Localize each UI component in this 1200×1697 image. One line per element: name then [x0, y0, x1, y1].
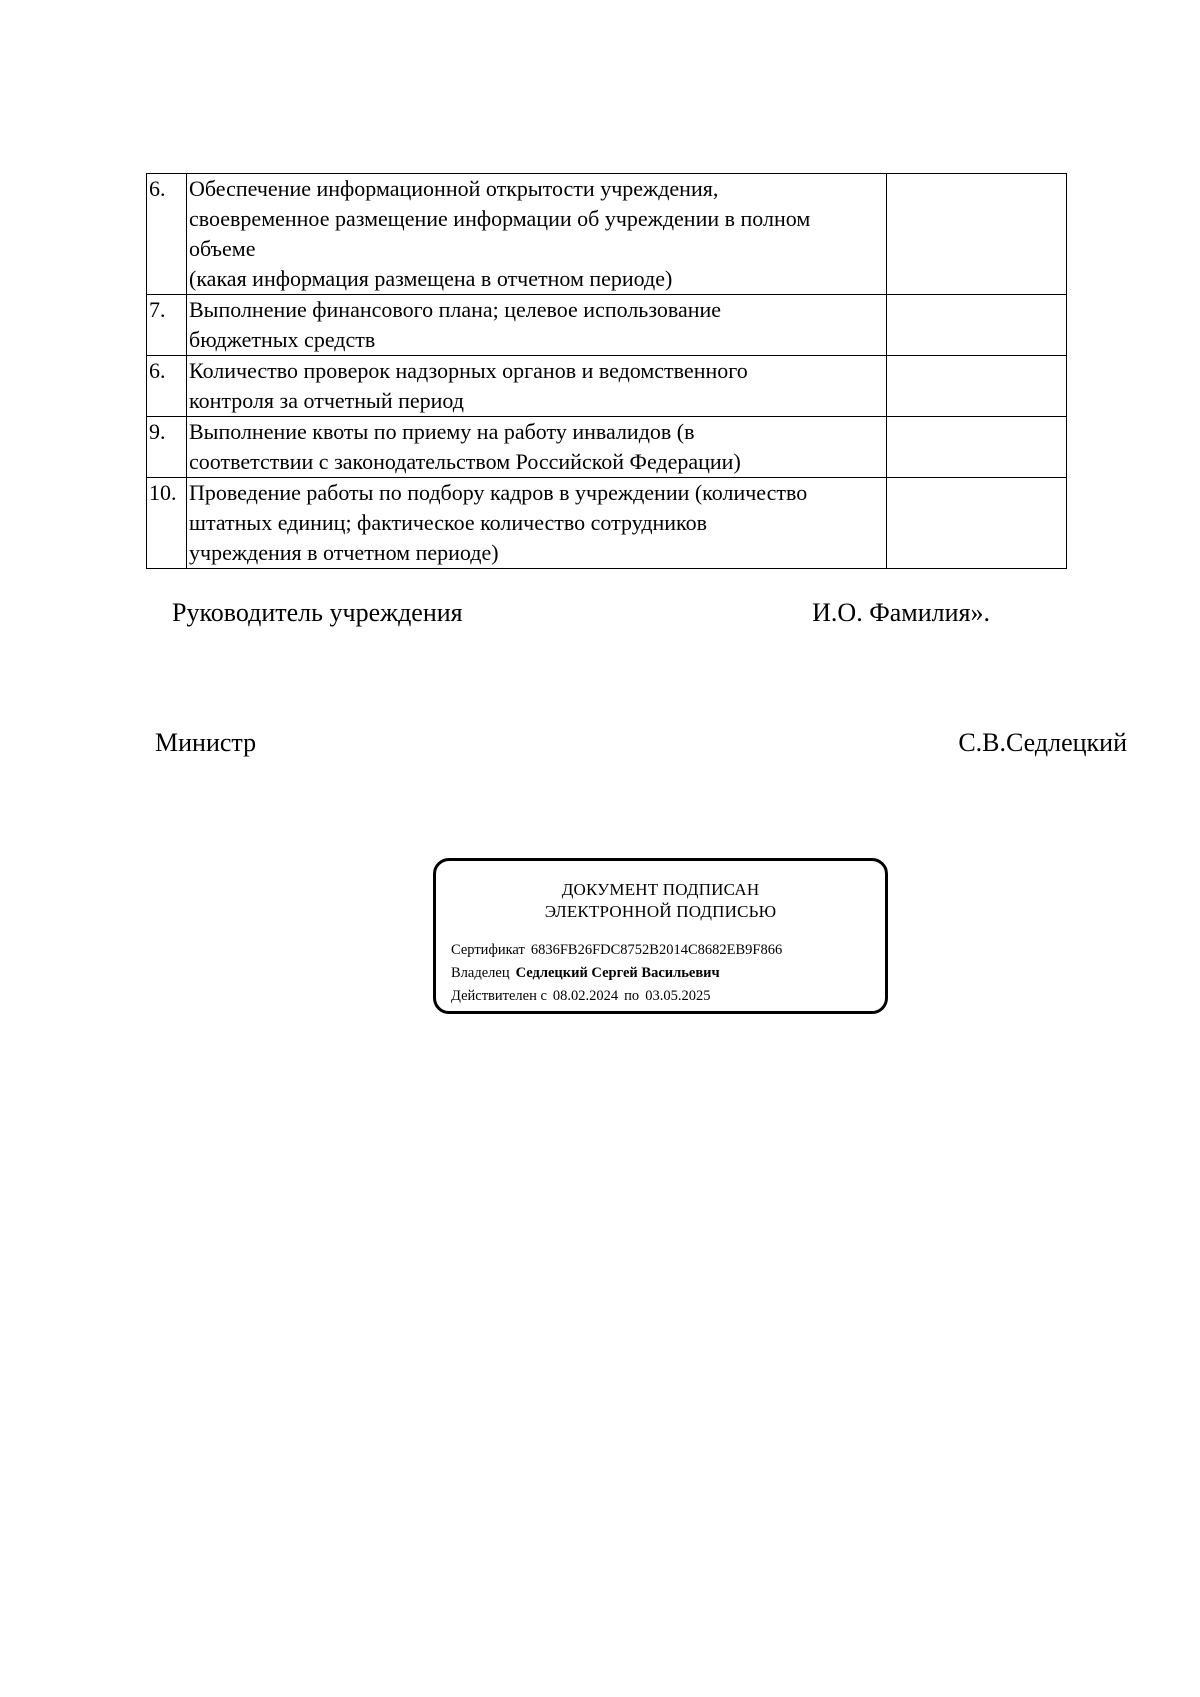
valid-to: 03.05.2025	[645, 988, 711, 1004]
criteria-table	[146, 173, 1067, 569]
stamp-certificate	[451, 940, 782, 960]
owner-value: Седлецкий Сергей Васильевич	[515, 965, 720, 981]
certificate-label: Сертификат	[451, 942, 525, 958]
criterion-line: штатных единиц; фактическое количество сотрудников	[189, 510, 708, 535]
criterion-line: объеме	[189, 236, 256, 261]
row-number: 6.	[147, 174, 187, 295]
row-criterion	[187, 417, 887, 478]
table-row	[147, 417, 1067, 478]
row-criterion	[187, 356, 887, 417]
table-row	[147, 174, 1067, 295]
table-row	[147, 295, 1067, 356]
row-value	[887, 174, 1067, 295]
valid-from: 08.02.2024	[552, 988, 619, 1004]
owner-label: Владелец	[451, 965, 510, 981]
head-name: И.О. Фамилия».	[812, 598, 990, 627]
row-value	[887, 478, 1067, 569]
row-value	[887, 295, 1067, 356]
row-value	[887, 417, 1067, 478]
head-title: Руководитель учреждения	[172, 598, 463, 627]
certificate-value: 6836FB26FDC8752B2014C8682EB9F866	[530, 942, 783, 958]
row-value	[887, 356, 1067, 417]
criterion-line: Обеспечение информационной открытости учреждения,	[189, 176, 719, 201]
row-number: 7.	[147, 295, 187, 356]
row-number: 6.	[147, 356, 187, 417]
valid-to-label: по	[624, 988, 640, 1004]
table-row	[147, 356, 1067, 417]
criterion-line: Выполнение финансового плана; целевое использование	[189, 297, 722, 322]
criterion-line: учреждения в отчетном периоде)	[189, 540, 499, 565]
criterion-line: Выполнение квоты по приему на работу инвалидов (в	[189, 419, 695, 444]
minister-name: С.В.Седлецкий	[958, 728, 1127, 757]
criterion-line: Количество проверок надзорных органов и ведомственного	[189, 358, 748, 383]
stamp-validity	[451, 986, 710, 1006]
row-criterion	[187, 478, 887, 569]
criterion-line: соответствии с законодательством Российской Федерации)	[189, 449, 741, 474]
stamp-owner	[451, 963, 720, 983]
row-criterion	[187, 295, 887, 356]
stamp-heading: ЭЛЕКТРОННОЙ ПОДПИСЬЮ	[544, 902, 777, 921]
criterion-line: своевременное размещение информации об учреждении в полном	[189, 206, 811, 231]
row-number: 9.	[147, 417, 187, 478]
criterion-line: контроля за отчетный период	[189, 388, 464, 413]
table-row	[147, 478, 1067, 569]
criterion-line: Проведение работы по подбору кадров в учреждении (количество	[189, 480, 808, 505]
electronic-signature-stamp	[433, 858, 888, 1014]
stamp-heading: ДОКУМЕНТ ПОДПИСАН	[561, 880, 760, 899]
valid-label: Действителен с	[451, 988, 547, 1004]
criterion-line: бюджетных средств	[189, 327, 376, 352]
criterion-line: (какая информация размещена в отчетном периоде)	[189, 266, 673, 291]
row-number: 10.	[147, 478, 187, 569]
minister-title: Министр	[155, 728, 257, 757]
row-criterion	[187, 174, 887, 295]
